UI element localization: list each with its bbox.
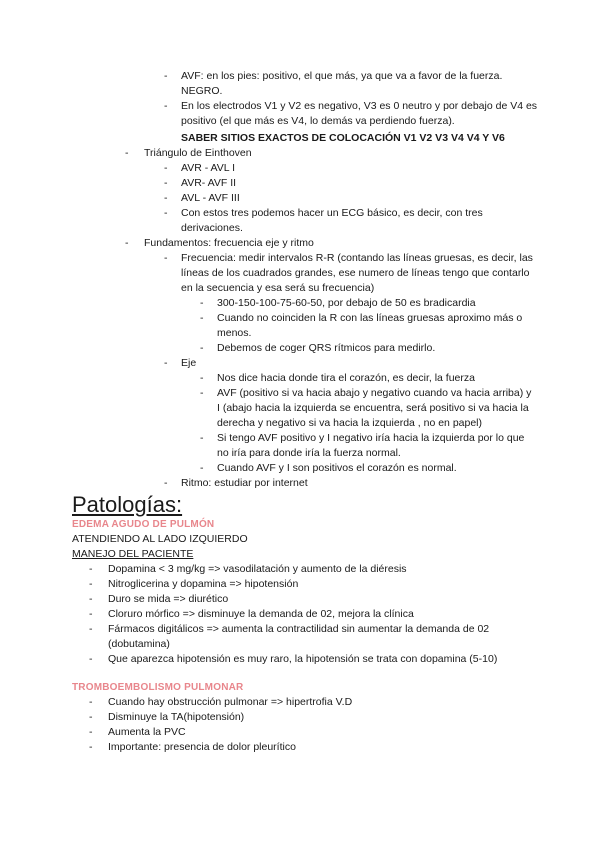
list-item xyxy=(164,69,541,99)
bullet-dash: - xyxy=(89,741,93,753)
list-item xyxy=(164,176,541,191)
bullet-dash: - xyxy=(200,372,204,384)
bullet-dash: - xyxy=(164,100,168,112)
list-item xyxy=(89,622,528,652)
list-item-text: Que aparezca hipotensión es muy raro, la hipotensión se trata con dopamina (5-10) xyxy=(108,653,498,665)
list-item-text: Si tengo AVF positivo y I negativo iría hacia la izquierda por lo que no iría para donde iría la fuerza normal. xyxy=(217,432,525,459)
list-item-text: Ritmo: estudiar por internet xyxy=(181,477,308,489)
bullet-dash: - xyxy=(164,477,168,489)
list-item xyxy=(164,356,541,371)
list-item-text: Debemos de coger QRS rítmicos para medirlo. xyxy=(217,342,436,354)
list-item-text: AVF (positivo si va hacia abajo y negativo cuando va hacia arriba) y I (abajo hacia la izquierda se encuentra, será positivo si va hacia la derecha y negativo si va hacia la izquierda , no en papel) xyxy=(217,387,532,429)
list-item-text: AVL - AVF III xyxy=(181,192,240,204)
list-item xyxy=(164,251,541,296)
list-item xyxy=(164,476,541,491)
list-item xyxy=(89,740,528,755)
bullet-dash: - xyxy=(164,207,168,219)
list-item-text: Nos dice hacia donde tira el corazón, es decir, la fuerza xyxy=(217,372,475,384)
list-item xyxy=(89,695,528,710)
bullet-dash: - xyxy=(164,70,168,82)
list-item xyxy=(200,341,532,356)
section-title: Patologías: xyxy=(72,492,183,517)
bullet-dash: - xyxy=(89,653,93,665)
list-item-text: Cuando AVF y I son positivos el corazón es normal. xyxy=(217,462,457,474)
list-item xyxy=(164,161,541,176)
bullet-dash: - xyxy=(89,711,93,723)
list-item-text: Nitroglicerina y dopamina => hipotensión xyxy=(108,578,299,590)
bullet-dash: - xyxy=(200,462,204,474)
bullet-dash: - xyxy=(89,578,93,590)
bullet-dash: - xyxy=(89,623,93,635)
bullet-dash: - xyxy=(125,237,129,249)
subsection-line-underlined: MANEJO DEL PACIENTE xyxy=(72,548,194,560)
list-item-text: Eje xyxy=(181,357,197,369)
bullet-dash: - xyxy=(164,252,168,264)
list-item-text: Cloruro mórfico => disminuye la demanda de 02, mejora la clínica xyxy=(108,608,414,620)
list-item-text: Duro se mida => diurético xyxy=(108,593,229,605)
list-item-text: Dopamina < 3 mg/kg => vasodilatación y aumento de la diéresis xyxy=(108,563,407,575)
bold-note: SABER SITIOS EXACTOS DE COLOCACIÓN V1 V2 V3 V4 V4 Y V6 xyxy=(181,132,505,144)
list-item xyxy=(89,577,528,592)
bullet-dash: - xyxy=(89,608,93,620)
list-item-text: AVR - AVL I xyxy=(181,162,236,174)
list-item xyxy=(89,562,528,577)
bullet-dash: - xyxy=(200,432,204,444)
list-item xyxy=(200,431,532,461)
list-item-text: Fundamentos: frecuencia eje y ritmo xyxy=(144,237,314,249)
list-item xyxy=(200,296,532,311)
bullet-dash: - xyxy=(164,192,168,204)
bullet-dash: - xyxy=(200,312,204,324)
list-item-text: Frecuencia: medir intervalos R-R (contando las líneas gruesas, es decir, las líneas de los cuadrados grandes, ese numero de líneas tengo que contarlo en la secuencia y esa será su frecuencia) xyxy=(181,252,533,294)
list-item xyxy=(89,607,528,622)
list-item-text: Cuando no coinciden la R con las líneas gruesas aproximo más o menos. xyxy=(217,312,523,339)
list-item xyxy=(125,146,524,161)
list-item xyxy=(164,191,541,206)
list-item xyxy=(125,236,524,251)
bullet-dash: - xyxy=(89,563,93,575)
bullet-dash: - xyxy=(200,387,204,399)
list-item xyxy=(200,461,532,476)
list-item-text: AVF: en los pies: positivo, el que más, ya que va a favor de la fuerza. NEGRO. xyxy=(181,70,503,97)
list-item-text: AVR- AVF II xyxy=(181,177,237,189)
bullet-dash: - xyxy=(200,297,204,309)
list-item xyxy=(89,725,528,740)
list-item-text: 300-150-100-75-60-50, por debajo de 50 es bradicardia xyxy=(217,297,476,309)
subsection-title-edema: EDEMA AGUDO DE PULMÓN xyxy=(72,519,215,530)
list-item-text: En los electrodos V1 y V2 es negativo, V3 es 0 neutro y por debajo de V4 es positivo (el que más es V4, lo demás va perdiendo fuerza). xyxy=(181,100,538,127)
list-item-text: Importante: presencia de dolor pleurítico xyxy=(108,741,296,753)
list-item-text: Fármacos digitálicos => aumenta la contractilidad sin aumentar la demanda de 02 (dobutamina) xyxy=(108,623,490,650)
list-item xyxy=(200,386,532,431)
list-item xyxy=(89,652,528,667)
list-item-text: Disminuye la TA(hipotensión) xyxy=(108,711,245,723)
subsection-line: ATENDIENDO AL LADO IZQUIERDO xyxy=(72,533,248,545)
bullet-dash: - xyxy=(164,177,168,189)
list-item xyxy=(89,592,528,607)
list-item xyxy=(164,99,541,146)
bullet-dash: - xyxy=(200,342,204,354)
list-item xyxy=(164,206,541,236)
bullet-dash: - xyxy=(164,357,168,369)
bullet-dash: - xyxy=(89,696,93,708)
list-item-text: Cuando hay obstrucción pulmonar => hipertrofia V.D xyxy=(108,696,353,708)
list-item-text: Con estos tres podemos hacer un ECG básico, es decir, con tres derivaciones. xyxy=(181,207,483,234)
list-item xyxy=(200,371,532,386)
bullet-dash: - xyxy=(125,147,129,159)
bullet-dash: - xyxy=(164,162,168,174)
subsection-title-trombo: TROMBOEMBOLISMO PULMONAR xyxy=(72,682,244,693)
bullet-dash: - xyxy=(89,593,93,605)
list-item-text: Triángulo de Einthoven xyxy=(144,147,252,159)
list-item xyxy=(89,710,528,725)
list-item-text: Aumenta la PVC xyxy=(108,726,186,738)
list-item xyxy=(200,311,532,341)
bullet-dash: - xyxy=(89,726,93,738)
